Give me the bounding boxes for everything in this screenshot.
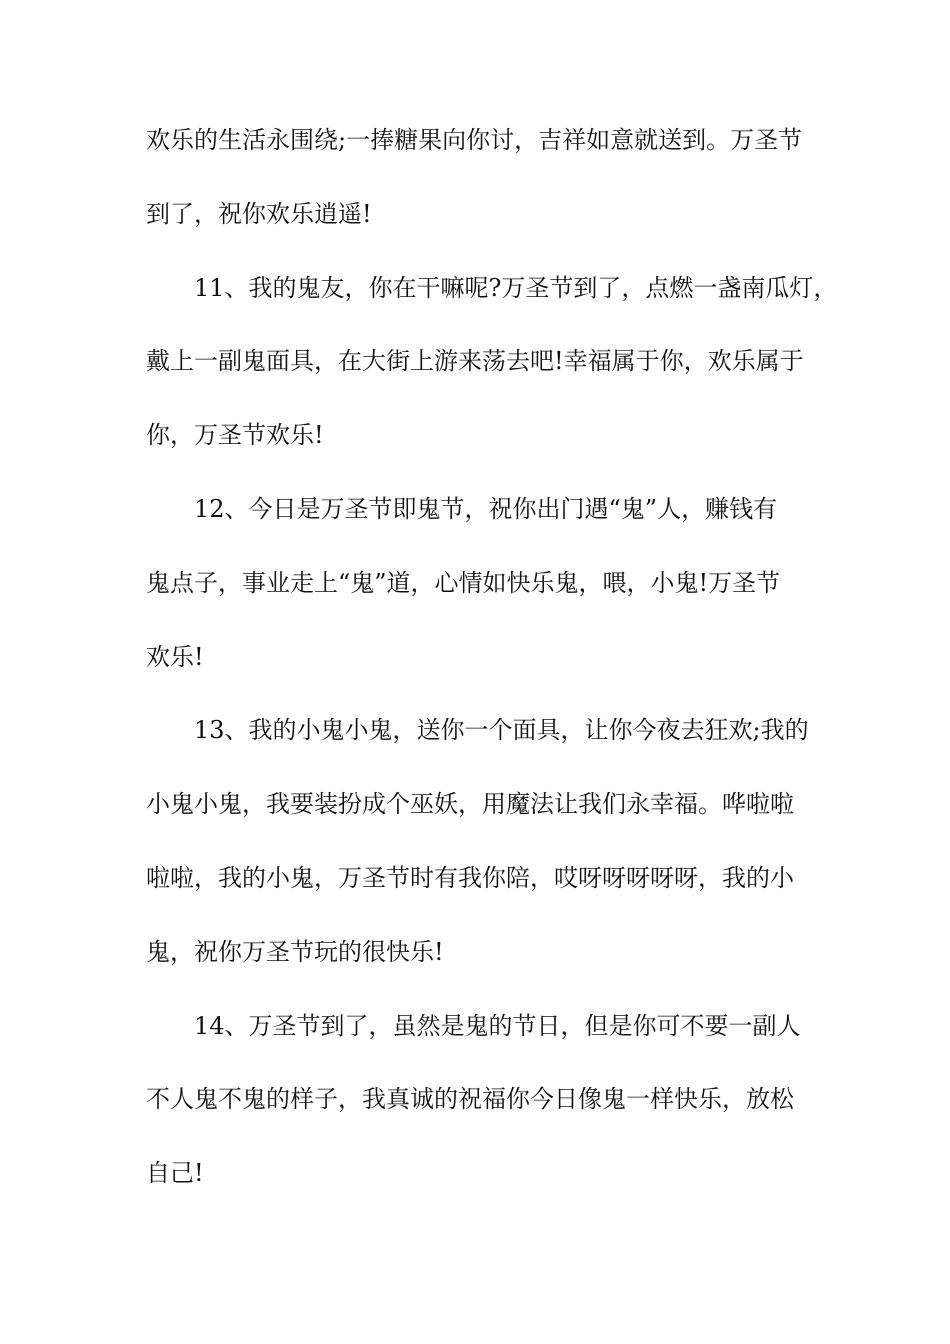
paragraph-13-line-4: 鬼，祝你万圣节玩的很快乐! (146, 937, 444, 966)
paragraph-14-line-3: 自己! (146, 1159, 204, 1188)
paragraph-11-line-1: 11、我的鬼友，你在干嘛呢?万圣节到了，点燃一盏南瓜灯， (194, 273, 838, 302)
paragraph-13-line-1: 13、我的小鬼小鬼，送你一个面具，让你今夜去狂欢;我的 (194, 716, 809, 745)
document-body (146, 128, 836, 1235)
paragraph-14-line-2: 不人鬼不鬼的样子，我真诚的祝福你今日像鬼一样快乐，放松 (146, 1085, 794, 1114)
paragraph-11-line-2: 戴上一副鬼面具，在大街上游来荡去吧!幸福属于你，欢乐属于 (146, 347, 804, 376)
paragraph-12-line-1: 12、今日是万圣节即鬼节，祝你出门遇“鬼”人，赚钱有 (194, 494, 778, 523)
paragraph-13-line-3: 啦啦，我的小鬼，万圣节时有我你陪，哎呀呀呀呀呀，我的小 (146, 863, 794, 892)
paragraph-12-line-3: 欢乐! (146, 642, 204, 671)
paragraph-10-line-2: 欢乐的生活永围绕;一捧糖果向你讨，吉祥如意就送到。万圣节 (146, 126, 803, 154)
paragraph-14-line-1: 14、万圣节到了，虽然是鬼的节日，但是你可不要一副人 (194, 1011, 801, 1040)
paragraph-11-line-3: 你，万圣节欢乐! (146, 421, 324, 450)
paragraph-12-line-2: 鬼点子，事业走上“鬼”道，心情如快乐鬼，喂，小鬼!万圣节 (146, 568, 781, 597)
paragraph-10-line-3: 到了，祝你欢乐逍遥! (146, 199, 372, 228)
paragraph-13-line-2: 小鬼小鬼，我要装扮成个巫妖，用魔法让我们永幸福。哗啦啦 (146, 790, 794, 819)
